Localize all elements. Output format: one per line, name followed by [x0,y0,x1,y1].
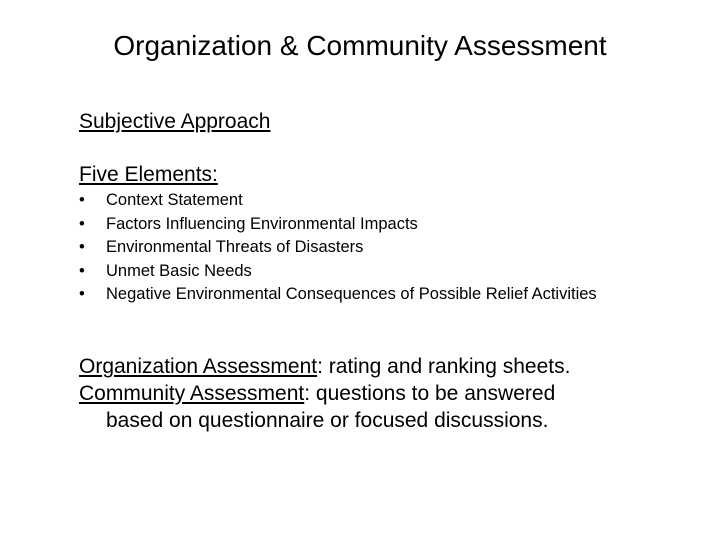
bullet-icon: • [79,261,85,280]
list-item-text: Unmet Basic Needs [106,261,252,280]
elements-heading: Five Elements: [79,163,218,186]
community-assessment-text-continued: based on questionnaire or focused discussions. [106,409,549,432]
community-assessment-line [79,380,679,434]
organization-assessment-line [79,353,679,380]
bullet-icon: • [79,285,85,303]
bullet-icon: • [79,238,85,256]
elements-list [79,189,639,307]
bullet-icon: • [79,214,85,233]
bullet-icon: • [79,191,85,209]
approach-heading: Subjective Approach [79,110,271,133]
community-assessment-term: Community Assessment [79,382,305,405]
list-item-text: Context Statement [106,191,243,209]
list-item-text: Environmental Threats of Disasters [106,238,364,256]
organization-assessment-term: Organization Assessment [79,355,318,378]
list-item [79,189,639,213]
list-item [79,236,639,260]
community-assessment-text: : questions to be answered [304,382,556,405]
organization-assessment-text: : rating and ranking sheets. [317,355,571,378]
list-item [79,213,639,237]
list-item [79,283,639,307]
list-item [79,260,639,284]
slide-title: Organization & Community Assessment [113,30,607,61]
list-item-text: Factors Influencing Environmental Impacts [106,214,418,233]
list-item-text: Negative Environmental Consequences of Possible Relief Activities [106,285,597,303]
